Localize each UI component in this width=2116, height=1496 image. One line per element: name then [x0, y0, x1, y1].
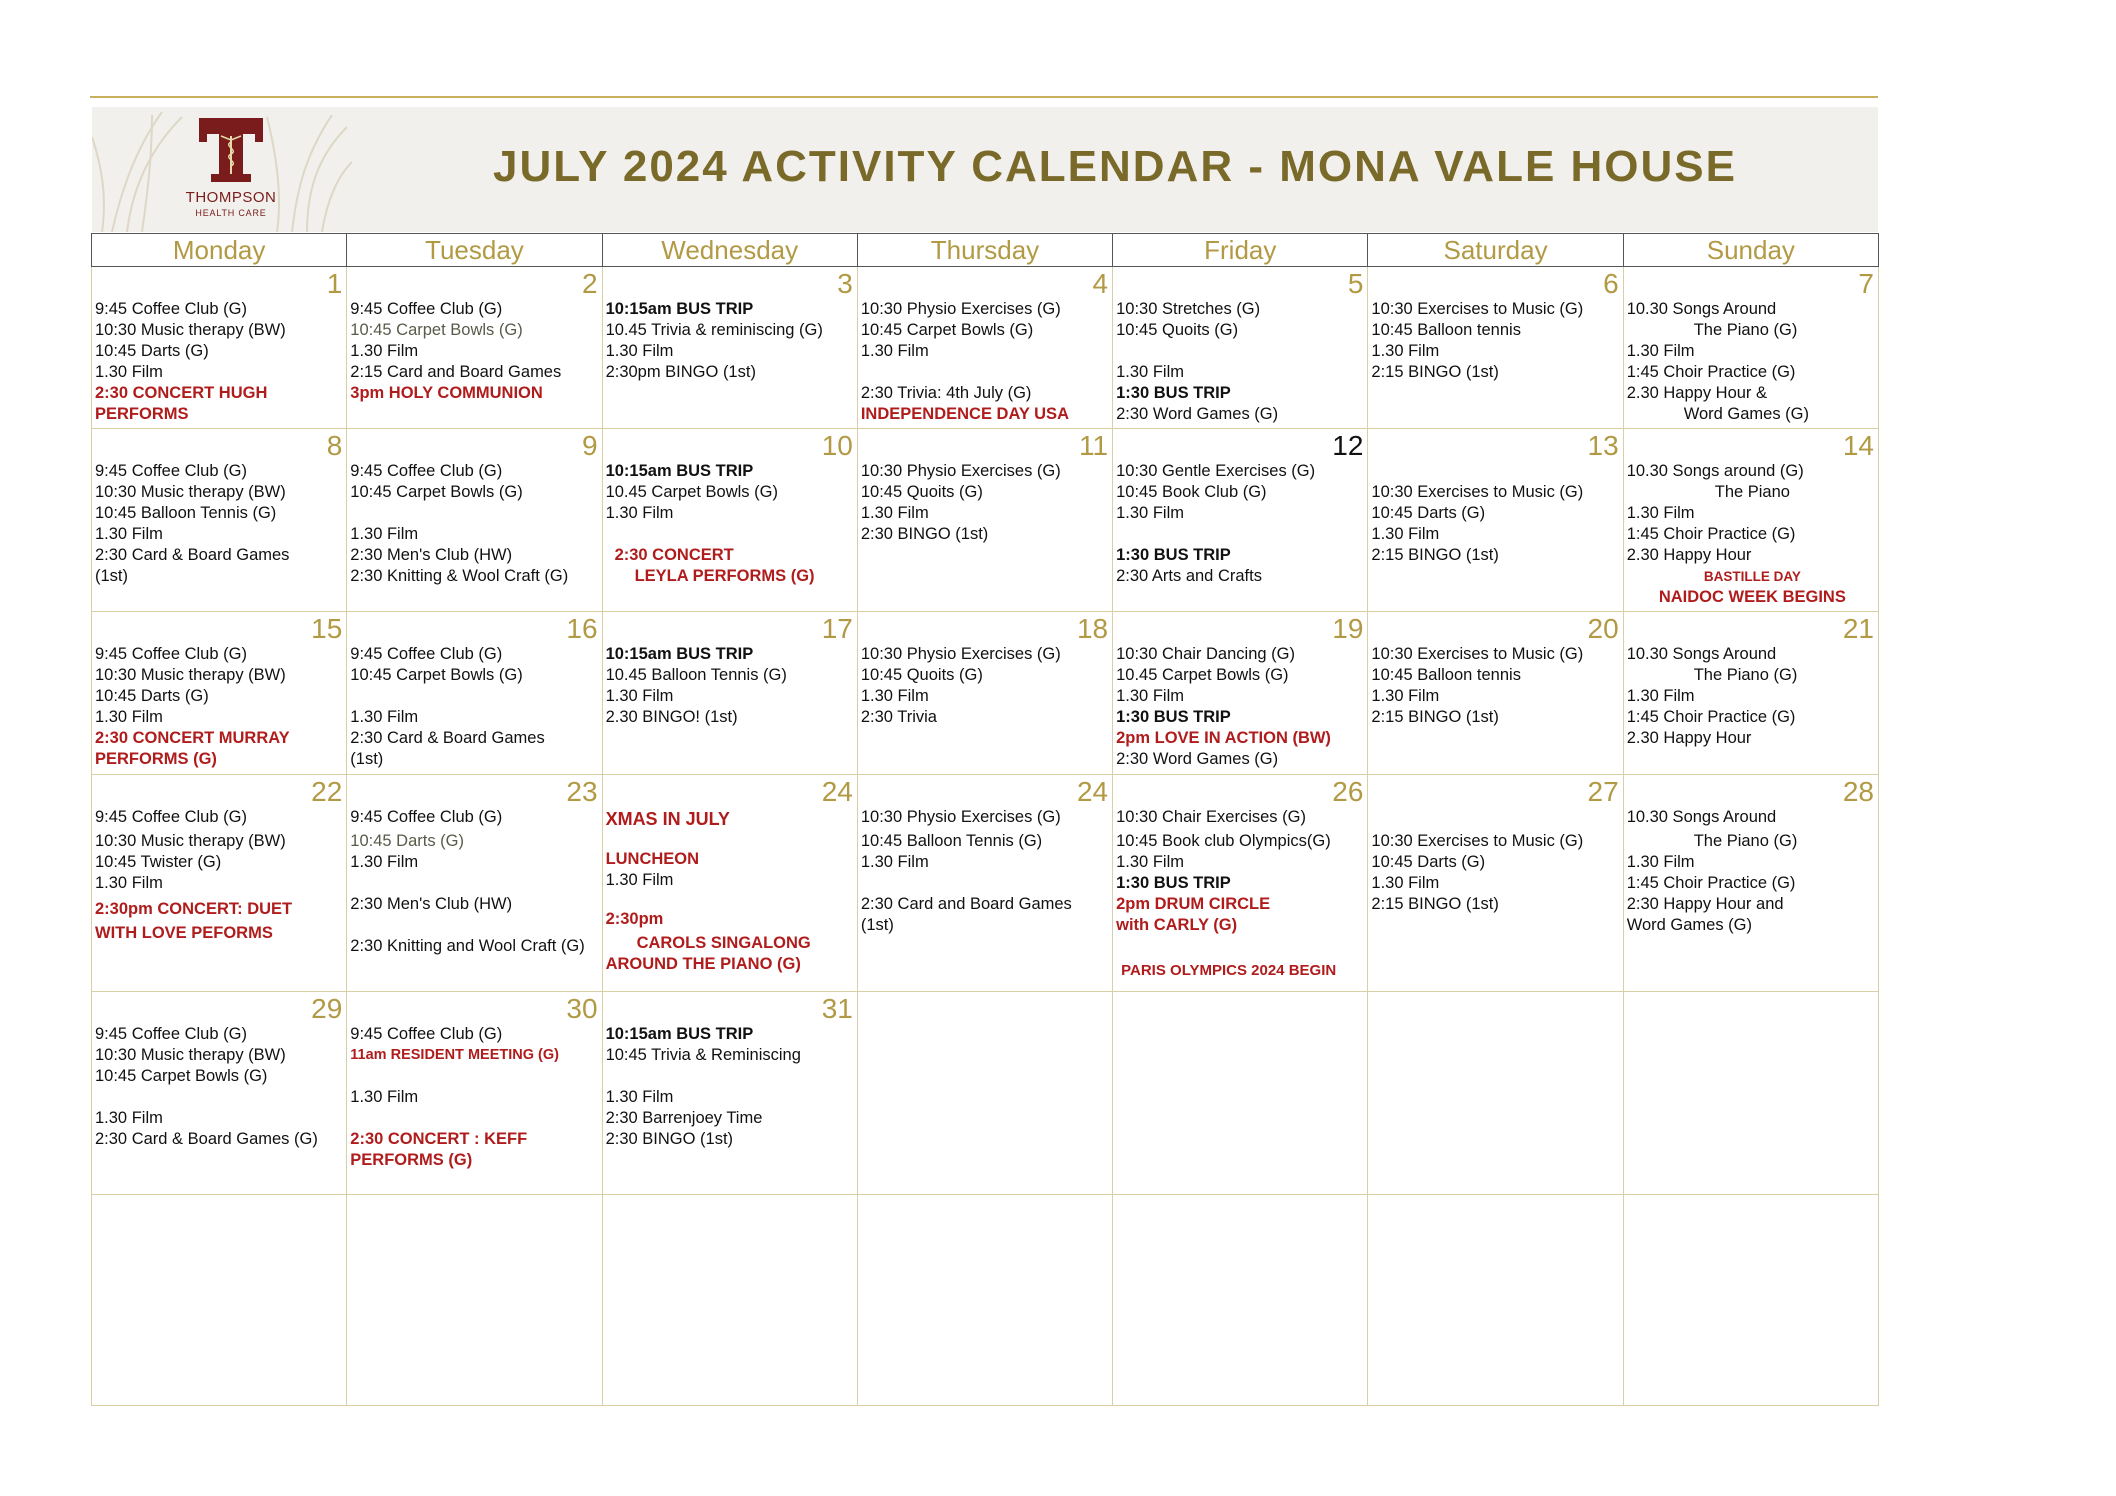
day-number: 4 — [1092, 268, 1109, 299]
event: 1.30 Film — [1116, 504, 1184, 522]
event: 10.30 Songs Around — [1626, 300, 1777, 318]
event: 10:30 Music therapy (BW) — [95, 483, 286, 501]
weekday-header: Monday — [92, 234, 347, 267]
day-cell — [92, 612, 347, 775]
day-cell — [92, 992, 347, 1195]
event: 1.30 Film — [1626, 342, 1695, 360]
day-cell — [1368, 429, 1623, 612]
event: 10:45 Book club Olympics(G) — [1116, 832, 1331, 850]
event: 10:30 Music therapy (BW) — [95, 666, 286, 684]
event: 1:30 BUS TRIP — [1116, 708, 1231, 726]
event: 10:30 Chair Exercises (G) — [1116, 808, 1306, 826]
event: 1:30 BUS TRIP — [1116, 546, 1231, 564]
day-number: 28 — [1842, 776, 1874, 807]
event: 10:30 Music therapy (BW) — [95, 321, 286, 339]
day-cell — [857, 775, 1112, 992]
day-number: 24 — [1076, 776, 1109, 807]
event: 1.30 Film — [605, 1088, 674, 1106]
event: 2:30 Trivia: 4th July (G) — [860, 384, 1032, 402]
event: (1st) — [95, 567, 128, 585]
day-number: 14 — [1842, 430, 1874, 461]
day-cell — [602, 429, 857, 612]
event: 1.30 Film — [1371, 874, 1440, 892]
event: 10:30 Exercises to Music (G) — [1371, 832, 1584, 850]
event: 9:45 Coffee Club (G) — [95, 300, 247, 318]
event: 1.30 Film — [95, 874, 163, 892]
event: 10:45 Darts (G) — [1371, 504, 1486, 522]
day-number: 5 — [1347, 268, 1364, 299]
event: 10:15am BUS TRIP — [605, 462, 754, 480]
event: 1.30 Film — [350, 525, 419, 543]
event-highlight: INDEPENDENCE DAY USA — [860, 405, 1069, 423]
event: (1st) — [350, 750, 384, 768]
day-number: 27 — [1587, 776, 1619, 807]
event: 1:30 BUS TRIP — [1116, 384, 1231, 402]
weekday-header: Sunday — [1623, 234, 1878, 267]
day-cell — [1368, 612, 1623, 775]
event: 10:45 Balloon Tennis (G) — [95, 504, 277, 522]
event: 2.30 BINGO! (1st) — [605, 708, 738, 726]
event: 10:45 Darts (G) — [1371, 853, 1486, 871]
event: The Piano (G) — [1693, 666, 1798, 684]
event: 10:45 Quoits (G) — [860, 666, 983, 684]
week-row — [92, 429, 1879, 612]
event-highlight: 2:30pm — [605, 910, 664, 928]
event: 1.30 Film — [1116, 853, 1184, 871]
event-highlight: PARIS OLYMPICS 2024 BEGIN — [1121, 962, 1337, 979]
event: 1.30 Film — [95, 1109, 163, 1127]
event: 10.45 Carpet Bowls (G) — [1116, 666, 1289, 684]
event: 2:30 BINGO (1st) — [605, 1130, 734, 1148]
event: 1.30 Film — [605, 504, 674, 522]
event: 10:15am BUS TRIP — [605, 300, 754, 318]
event: 1.30 Film — [95, 708, 163, 726]
event-highlight: PERFORMS — [95, 405, 189, 423]
event: 2:30 Card and Board Games — [860, 895, 1072, 913]
day-cell — [1368, 992, 1623, 1195]
event-highlight: 2:30pm CONCERT: DUET — [95, 900, 293, 918]
day-number: 26 — [1332, 776, 1364, 807]
day-number: 8 — [326, 430, 343, 461]
day-cell — [602, 267, 857, 429]
day-cell — [1623, 612, 1878, 775]
day-cell — [857, 429, 1112, 612]
logo-brand: THOMPSON — [185, 189, 277, 206]
event: 1.30 Film — [1626, 504, 1695, 522]
event-highlight: CAROLS SINGALONG — [636, 934, 811, 952]
day-number: 1 — [326, 268, 343, 299]
day-cell — [347, 775, 602, 992]
day-cell — [857, 267, 1112, 429]
event: 10:45 Balloon tennis — [1371, 321, 1521, 339]
event: 1.30 Film — [1371, 687, 1440, 705]
event: 1:30 BUS TRIP — [1116, 874, 1231, 892]
event: 1:45 Choir Practice (G) — [1626, 874, 1796, 892]
event: 10:45 Quoits (G) — [1116, 321, 1239, 339]
weekday-header: Friday — [1113, 234, 1368, 267]
day-cell — [347, 429, 602, 612]
weekday-header: Wednesday — [602, 234, 857, 267]
event-highlight: 2pm LOVE IN ACTION (BW) — [1116, 729, 1331, 747]
day-number: 19 — [1332, 613, 1364, 644]
weekday-header-row — [92, 234, 1879, 267]
day-cell — [602, 612, 857, 775]
event: 2:30 Happy Hour and — [1626, 895, 1784, 913]
event: 10:45 Carpet Bowls (G) — [350, 321, 523, 339]
event-highlight: 3pm HOLY COMMUNION — [350, 384, 543, 402]
day-cell — [1113, 1195, 1368, 1406]
day-cell — [857, 612, 1112, 775]
event: 10:45 Carpet Bowls (G) — [95, 1067, 268, 1085]
day-cell — [857, 1195, 1112, 1406]
event: 10:45 Darts (G) — [350, 832, 464, 850]
event: Word Games (G) — [1626, 916, 1752, 934]
event: 10:30 Stretches (G) — [1116, 300, 1261, 318]
thompson-logo — [172, 114, 290, 224]
day-cell — [1623, 267, 1878, 429]
event: 2:30 BINGO (1st) — [860, 525, 989, 543]
event: 10:45 Twister (G) — [95, 853, 222, 871]
event: 9:45 Coffee Club (G) — [350, 645, 503, 663]
event: 2:30 Arts and Crafts — [1116, 567, 1262, 585]
day-cell — [1623, 429, 1878, 612]
event: 1.30 Film — [605, 871, 674, 889]
event-highlight: 2:30 CONCERT HUGH — [95, 384, 268, 402]
event: 2:15 Card and Board Games — [350, 363, 562, 381]
day-number: 20 — [1587, 613, 1619, 644]
event: 1.30 Film — [95, 363, 163, 381]
event-highlight: BASTILLE DAY — [1703, 569, 1801, 584]
event: 10.30 Songs Around — [1626, 808, 1777, 826]
event: 2:30 Knitting & Wool Craft (G) — [350, 567, 569, 585]
event-highlight: 2:30 CONCERT — [614, 546, 734, 564]
event: 10:30 Gentle Exercises (G) — [1116, 462, 1316, 480]
event: 9:45 Coffee Club (G) — [95, 645, 247, 663]
event: 1.30 Film — [1371, 525, 1440, 543]
event: 9:45 Coffee Club (G) — [350, 300, 503, 318]
event: The Piano — [1714, 483, 1790, 501]
event: 10:45 Balloon Tennis (G) — [860, 832, 1043, 850]
event: 9:45 Coffee Club (G) — [95, 462, 247, 480]
day-cell — [1113, 612, 1368, 775]
event: 1:45 Choir Practice (G) — [1626, 363, 1796, 381]
event: 10:30 Exercises to Music (G) — [1371, 300, 1584, 318]
week-row — [92, 1195, 1879, 1406]
event: 2:15 BINGO (1st) — [1371, 363, 1499, 381]
event: 2:30 Barrenjoey Time — [605, 1109, 763, 1127]
event: 10.45 Balloon Tennis (G) — [605, 666, 787, 684]
day-number: 2 — [581, 268, 598, 299]
event: 10:45 Carpet Bowls (G) — [350, 666, 523, 684]
day-cell — [857, 992, 1112, 1195]
day-cell — [1113, 429, 1368, 612]
event-highlight: LUNCHEON — [605, 850, 700, 868]
event: 2:30 Trivia — [860, 708, 937, 726]
event: 1.30 Film — [860, 853, 929, 871]
day-number: 24 — [821, 776, 853, 807]
event-highlight: 11am RESIDENT MEETING (G) — [350, 1047, 559, 1063]
event: 9:45 Coffee Club (G) — [350, 462, 503, 480]
event: 10:45 Darts (G) — [95, 342, 209, 360]
week-row — [92, 992, 1879, 1195]
day-cell — [602, 775, 857, 992]
event: 2:30 Word Games (G) — [1116, 405, 1279, 423]
event: 1.30 Film — [860, 687, 929, 705]
day-cell — [92, 267, 347, 429]
event-highlight: NAIDOC WEEK BEGINS — [1658, 588, 1846, 606]
event: 2:30 Men's Club (HW) — [350, 895, 513, 913]
event: 2:15 BINGO (1st) — [1371, 708, 1499, 726]
event: 10:45 Carpet Bowls (G) — [860, 321, 1034, 339]
logo-t-icon — [199, 118, 263, 184]
day-cell — [347, 612, 602, 775]
event: 1.30 Film — [1371, 342, 1440, 360]
day-number: 10 — [821, 430, 853, 461]
day-cell — [1623, 992, 1878, 1195]
day-cell — [1368, 775, 1623, 992]
event: 2:15 BINGO (1st) — [1371, 546, 1499, 564]
day-cell — [347, 992, 602, 1195]
day-number: 21 — [1842, 613, 1874, 644]
day-cell — [1113, 775, 1368, 992]
event-highlight: PERFORMS (G) — [95, 750, 217, 768]
event: 2:30 Card & Board Games — [95, 546, 290, 564]
event: 1.30 Film — [860, 504, 929, 522]
day-number: 30 — [566, 993, 598, 1024]
event: 2:30 Men's Club (HW) — [350, 546, 513, 564]
event: 1.30 Film — [95, 525, 163, 543]
event: 1.30 Film — [1116, 687, 1184, 705]
event-highlight: with CARLY (G) — [1116, 916, 1238, 934]
event: The Piano (G) — [1693, 321, 1798, 339]
day-cell — [1113, 992, 1368, 1195]
weekday-header: Saturday — [1368, 234, 1623, 267]
event: 10:30 Physio Exercises (G) — [860, 300, 1061, 318]
event: 10.45 Trivia & reminiscing (G) — [605, 321, 823, 339]
event-highlight: WITH LOVE PEFORMS — [95, 924, 273, 942]
event-highlight: AROUND THE PIANO (G) — [605, 955, 801, 973]
event: 1.30 Film — [350, 342, 419, 360]
day-number: 15 — [311, 613, 343, 644]
day-cell — [602, 1195, 857, 1406]
event: 10:15am BUS TRIP — [605, 1025, 754, 1043]
event: 1.30 Film — [350, 1088, 419, 1106]
event-highlight: 2:30 CONCERT : KEFF — [350, 1130, 528, 1148]
week-row — [92, 267, 1879, 429]
event: 2.30 Happy Hour — [1626, 546, 1752, 564]
event: 2:30 Card & Board Games — [350, 729, 545, 747]
event: 2:30 Word Games (G) — [1116, 750, 1279, 768]
event: 10:30 Exercises to Music (G) — [1371, 483, 1584, 501]
event: 1.30 Film — [1626, 687, 1695, 705]
event: 2:30 Card & Board Games (G) — [95, 1130, 318, 1148]
event: 10:45 Book Club (G) — [1116, 483, 1267, 501]
event: 10:45 Darts (G) — [95, 687, 209, 705]
weekday-header: Tuesday — [347, 234, 602, 267]
event: 10:45 Carpet Bowls (G) — [350, 483, 523, 501]
event: 1.30 Film — [605, 687, 674, 705]
event: 1.30 Film — [1116, 363, 1184, 381]
event: 10:30 Physio Exercises (G) — [860, 808, 1061, 826]
event-highlight: XMAS IN JULY — [605, 809, 730, 829]
event: 2.30 Happy Hour — [1626, 729, 1752, 747]
day-number: 12 — [1332, 430, 1364, 461]
day-cell — [1113, 267, 1368, 429]
day-number: 16 — [566, 613, 598, 644]
event: 1.30 Film — [350, 708, 419, 726]
event: 9:45 Coffee Club (G) — [95, 808, 247, 826]
event: 2.30 Happy Hour & — [1626, 384, 1768, 402]
event: 10:45 Balloon tennis — [1371, 666, 1521, 684]
event: 2:30 Knitting and Wool Craft (G) — [350, 937, 585, 955]
event-highlight: 2:30 CONCERT MURRAY — [95, 729, 290, 747]
event: Word Games (G) — [1683, 405, 1809, 423]
logo-subtitle: HEALTH CARE — [195, 208, 267, 218]
day-number: 13 — [1587, 430, 1619, 461]
event: 1:45 Choir Practice (G) — [1626, 708, 1796, 726]
event-highlight: LEYLA PERFORMS (G) — [634, 567, 815, 585]
day-cell — [92, 429, 347, 612]
event: 10:30 Chair Dancing (G) — [1116, 645, 1295, 663]
event: 10:30 Exercises to Music (G) — [1371, 645, 1584, 663]
day-cell — [347, 267, 602, 429]
event: 2:15 BINGO (1st) — [1371, 895, 1499, 913]
day-number: 6 — [1603, 268, 1619, 299]
day-cell — [1623, 1195, 1878, 1406]
event: 1.30 Film — [605, 342, 674, 360]
day-number: 7 — [1858, 268, 1874, 299]
event: 10:30 Physio Exercises (G) — [860, 645, 1061, 663]
week-row — [92, 612, 1879, 775]
event: 10.45 Carpet Bowls (G) — [605, 483, 778, 501]
day-cell — [602, 992, 857, 1195]
event: The Piano (G) — [1693, 832, 1798, 850]
day-cell — [1623, 775, 1878, 992]
day-number: 31 — [821, 993, 853, 1024]
event-highlight: PERFORMS (G) — [350, 1151, 473, 1169]
calendar-grid — [91, 233, 1879, 1406]
event: 1:45 Choir Practice (G) — [1626, 525, 1796, 543]
day-cell — [1368, 1195, 1623, 1406]
top-rule — [90, 96, 1878, 98]
event: 10.30 Songs around (G) — [1626, 462, 1804, 480]
event: 10:30 Physio Exercises (G) — [860, 462, 1061, 480]
event: 9:45 Coffee Club (G) — [95, 1025, 247, 1043]
event: 1.30 Film — [860, 342, 929, 360]
day-number: 17 — [821, 613, 853, 644]
event: 2:30pm BINGO (1st) — [605, 363, 756, 381]
day-cell — [347, 1195, 602, 1406]
day-number: 22 — [311, 776, 343, 807]
event: 1.30 Film — [1626, 853, 1695, 871]
event: 10:45 Quoits (G) — [860, 483, 983, 501]
event-highlight: 2pm DRUM CIRCLE — [1116, 895, 1271, 913]
day-number: 29 — [311, 993, 343, 1024]
day-number: 23 — [566, 776, 598, 807]
event: 10:15am BUS TRIP — [605, 645, 754, 663]
event: (1st) — [860, 916, 894, 934]
week-row — [92, 775, 1879, 992]
day-number: 9 — [581, 430, 598, 461]
page-title: JULY 2024 ACTIVITY CALENDAR - MONA VALE HOUSE — [493, 142, 1737, 191]
day-cell — [1368, 267, 1623, 429]
event: 10:45 Trivia & Reminiscing — [605, 1046, 801, 1064]
event: 9:45 Coffee Club (G) — [350, 808, 503, 826]
weekday-header: Thursday — [857, 234, 1112, 267]
day-cell — [92, 1195, 347, 1406]
day-number: 11 — [1079, 430, 1109, 461]
event: 10:30 Music therapy (BW) — [95, 832, 286, 850]
event: 9:45 Coffee Club (G) — [350, 1025, 503, 1043]
day-number: 18 — [1076, 613, 1109, 644]
event: 10.30 Songs Around — [1626, 645, 1777, 663]
day-cell — [92, 775, 347, 992]
event: 1.30 Film — [350, 853, 419, 871]
day-number: 3 — [837, 268, 853, 299]
event: 10:30 Music therapy (BW) — [95, 1046, 286, 1064]
